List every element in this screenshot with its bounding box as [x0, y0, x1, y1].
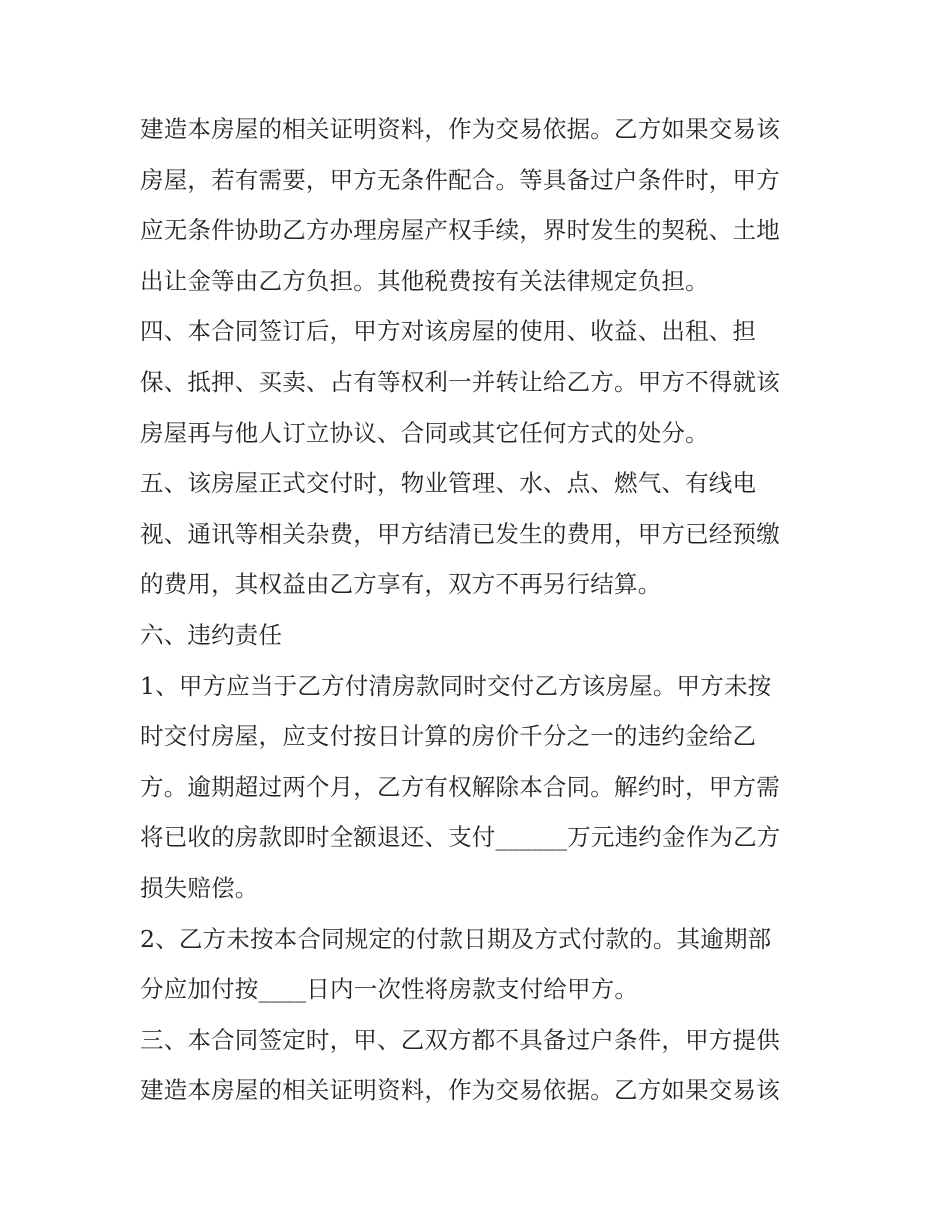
text-line: 1、甲方应当于乙方付清房款同时交付乙方该房屋。甲方未按 [140, 671, 772, 700]
text-line: 三、本合同签定时，甲、乙双方都不具备过户条件，甲方提供 [140, 1025, 780, 1054]
text-line: 2、乙方未按本合同规定的付款日期及方式付款的。其逾期部 [140, 924, 772, 953]
text-line: 的费用，其权益由乙方享有，双方不再另行结算。 [140, 570, 662, 599]
text-line: 将已收的房款即时全额退还、支付______万元违约金作为乙方 [140, 823, 781, 852]
document-body [140, 104, 820, 1116]
text-line: 建造本房屋的相关证明资料，作为交易依据。乙方如果交易该 [140, 115, 780, 143]
section-heading: 六、违约责任 [140, 620, 283, 649]
text-line: 保、抵押、买卖、占有等权利一并转让给乙方。甲方不得就该 [140, 367, 780, 396]
text-line: 损失赔偿。 [140, 873, 259, 902]
text-line: 方。逾期超过两个月，乙方有权解除本合同。解约时，甲方需 [140, 772, 780, 801]
text-line: 房屋再与他人订立协议、合同或其它任何方式的处分。 [140, 418, 709, 447]
text-line: 建造本房屋的相关证明资料，作为交易依据。乙方如果交易该 [140, 1076, 780, 1105]
text-line: 出让金等由乙方负担。其他税费按有关法律规定负担。 [140, 266, 709, 295]
text-line: 分应加付按____日内一次性将房款支付给甲方。 [140, 975, 639, 1004]
text-line: 五、该房屋正式交付时，物业管理、水、点、燃气、有线电 [140, 469, 757, 498]
text-line: 四、本合同签订后，甲方对该房屋的使用、收益、出租、担 [140, 317, 757, 346]
text-line: 应无条件协助乙方办理房屋产权手续，界时发生的契税、土地 [140, 216, 780, 245]
text-line: 时交付房屋，应支付按日计算的房价千分之一的违约金给乙 [140, 722, 757, 751]
text-line: 房屋，若有需要，甲方无条件配合。等具备过户条件时，甲方 [140, 165, 780, 194]
text-line: 视、通讯等相关杂费，甲方结清已发生的费用，甲方已经预缴 [140, 519, 780, 548]
